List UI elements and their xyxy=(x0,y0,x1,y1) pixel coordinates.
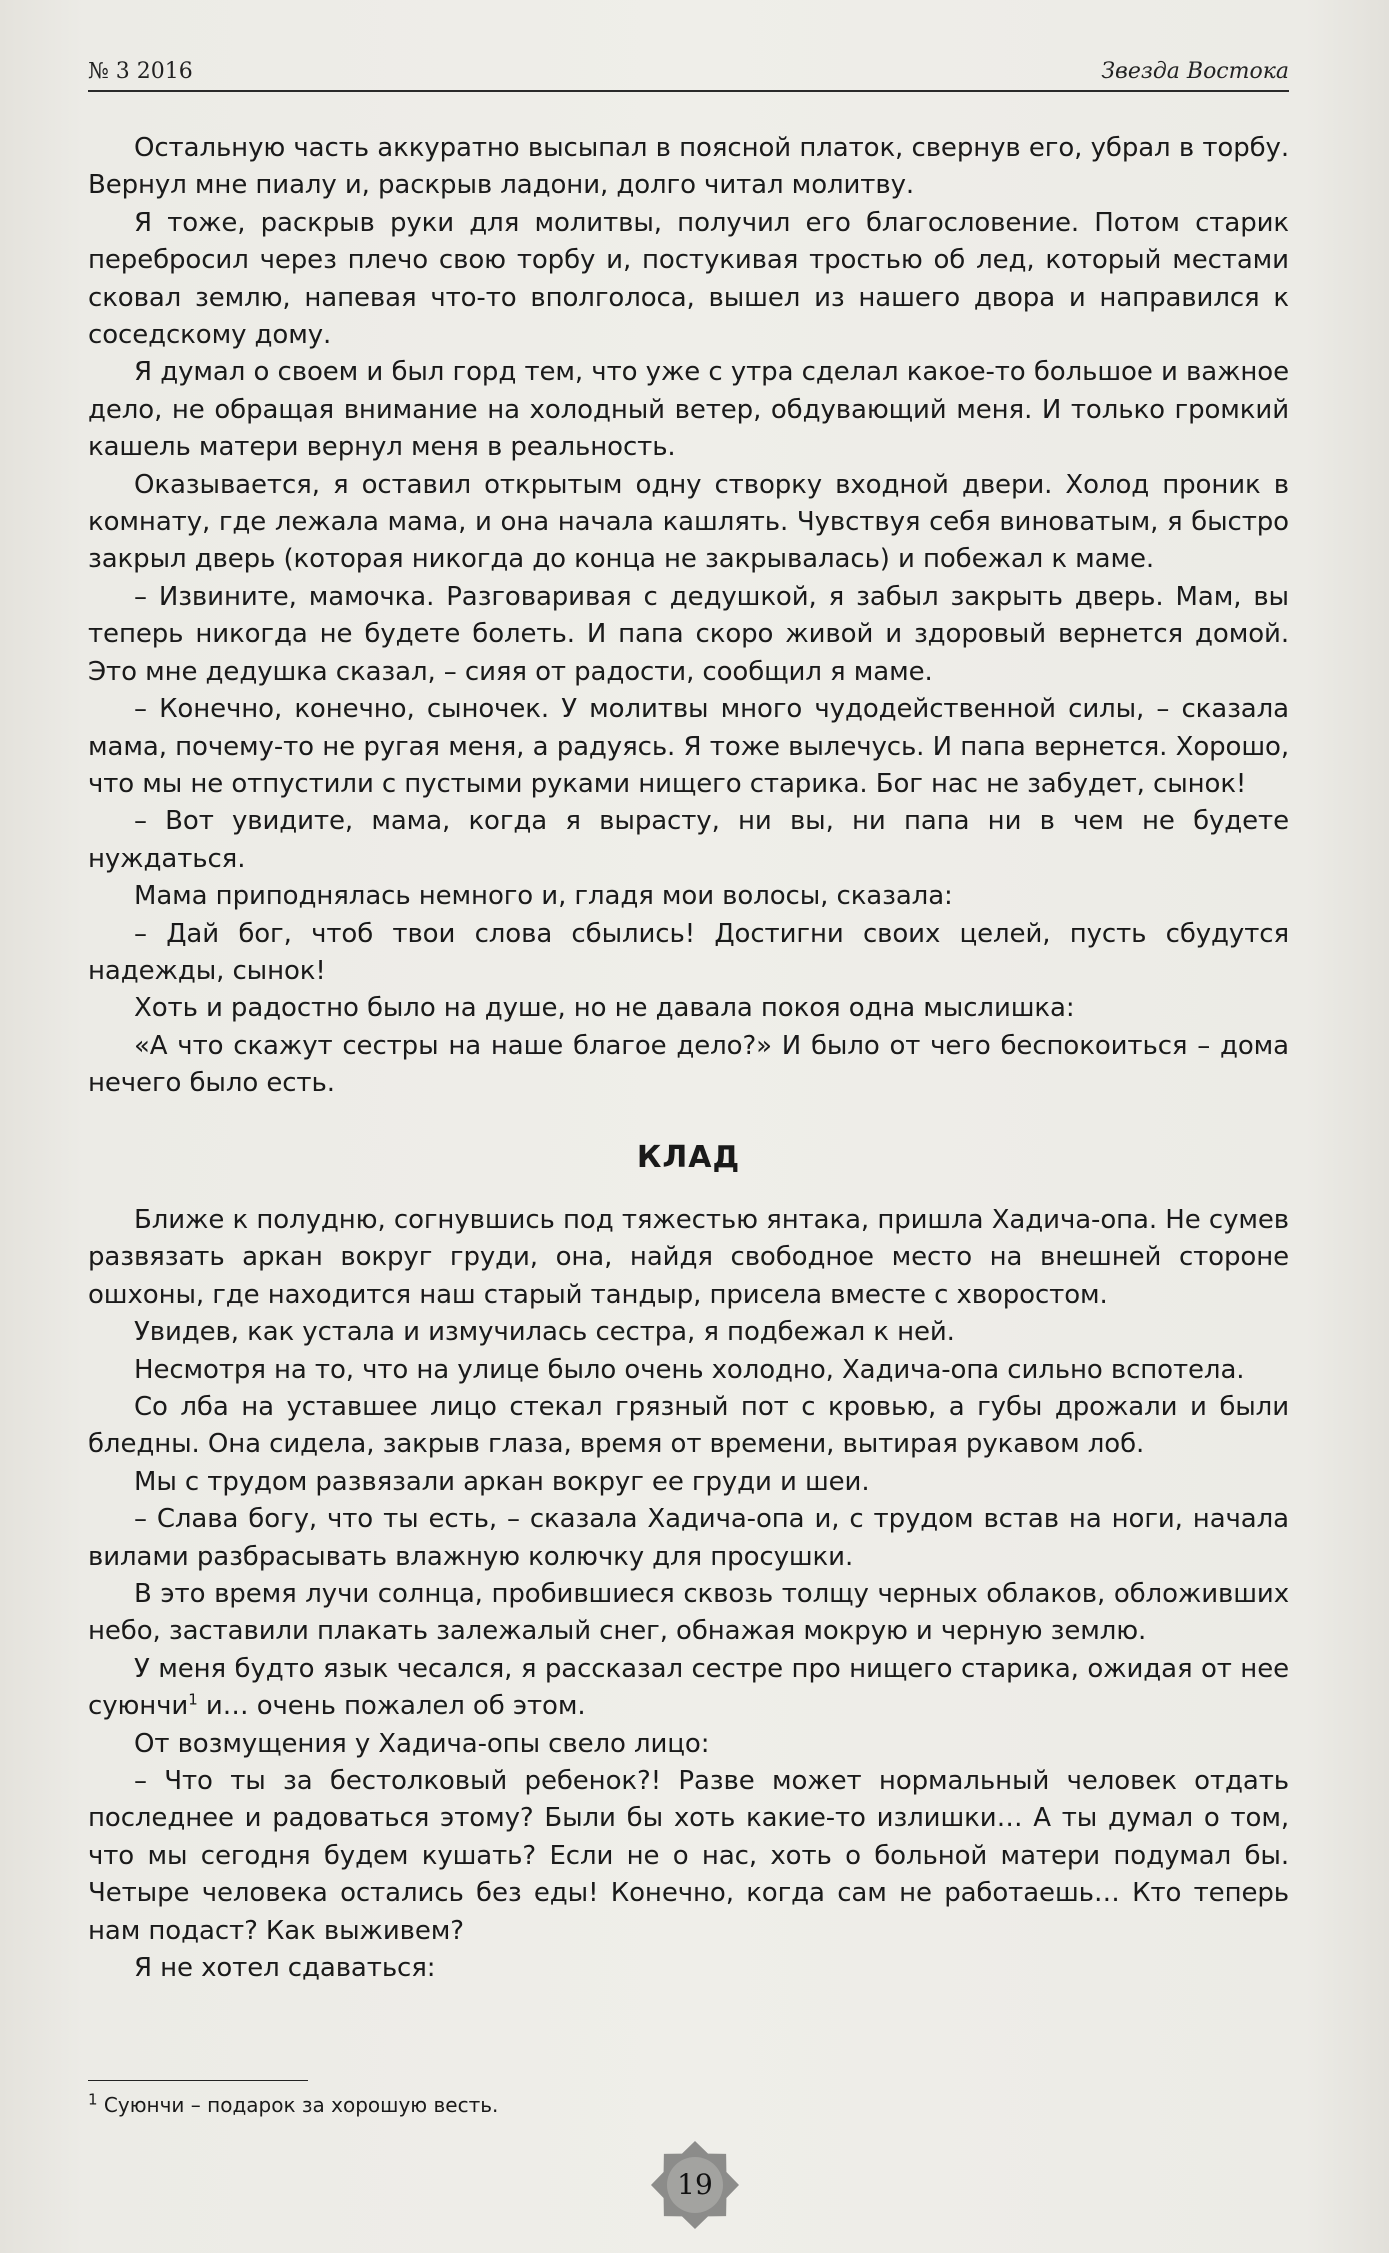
paragraph: Хоть и радостно было на душе, но не давала покоя одна мыслишка: xyxy=(134,993,1075,1024)
paragraph-text: и… очень пожалел об этом. xyxy=(197,1691,586,1722)
paragraph: – Конечно, конечно, сыночек. У молитвы много чудодейственной силы, – сказала мама, почему-то не ругая меня, а радуясь. Я тоже вылечусь. И папа вернется. Хорошо, что мы не отпустили с пустыми руками нищего старика. Бог нас не забудет, сынок! xyxy=(88,694,1289,799)
paragraph: Я тоже, раскрыв руки для молитвы, получил его благословение. Потом старик перебросил через плечо свою торбу и, постукивая тростью об лед, который местами сковал землю, напевая что-то вполголоса, вышел из нашего двора и направился к соседскому дому. xyxy=(88,207,1289,351)
paragraph: Мы с трудом развязали аркан вокруг ее груди и шеи. xyxy=(134,1466,870,1497)
paragraph: Я думал о своем и был горд тем, что уже с утра сделал какое-то большое и важное дело, не обращая внимание на холодный ветер, обдувающий меня. И только громкий кашель матери вернул меня в реальность. xyxy=(88,357,1289,463)
paragraph: В это время лучи солнца, пробившиеся сквозь толщу черных облаков, обложивших небо, заставили плакать залежалый снег, обнажая мокрую и черную землю. xyxy=(88,1579,1289,1647)
page-number: 19 xyxy=(677,2168,713,2201)
paragraph: – Извините, мамочка. Разговаривая с дедушкой, я забыл закрыть дверь. Мам, вы теперь никогда не будете болеть. И папа скоро живой и здоровый вернется домой. Это мне дедушка сказал, – сияя от радости, сообщил я маме. xyxy=(88,581,1289,687)
running-header xyxy=(88,50,1289,92)
paragraph: Я не хотел сдаваться: xyxy=(134,1953,436,1984)
footnote-reference: 1 xyxy=(188,1690,198,1709)
issue-number: № 3 2016 xyxy=(88,59,193,84)
paragraph: Мама приподнялась немного и, гладя мои волосы, сказала: xyxy=(134,881,953,912)
article-body xyxy=(88,130,1289,1988)
footnote-divider xyxy=(88,2080,308,2081)
paragraph-with-footnote xyxy=(88,1651,1289,1726)
footnote xyxy=(88,2092,1188,2118)
paragraph: Несмотря на то, что на улице было очень холодно, Хадича-опа сильно вспотела. xyxy=(134,1354,1245,1385)
section-title: КЛАД xyxy=(636,1139,741,1175)
paragraph: Оказывается, я оставил открытым одну створку входной двери. Холод проник в комнату, где лежала мама, и она начала кашлять. Чувствуя себя виноватым, я быстро закрыл дверь (которая никогда до конца не закрывалась) и побежал к маме. xyxy=(88,469,1289,575)
paragraph-text: У меня будто язык чесался, я рассказал сестре про нищего старика, ожидая от нее суюнчи xyxy=(88,1653,1289,1722)
paragraph: Увидев, как устала и измучилась сестра, я подбежал к ней. xyxy=(134,1317,955,1348)
paragraph: – Вот увидите, мама, когда я вырасту, ни вы, ни папа ни в чем не будете нуждаться. xyxy=(88,806,1289,874)
paragraph: Ближе к полудню, согнувшись под тяжестью янтака, пришла Хадича-опа. Не сумев развязать аркан вокруг груди, она, найдя свободное место на внешней стороне ошхоны, где находится наш старый тандыр, присела вместе с хворостом. xyxy=(88,1204,1289,1310)
paragraph: – Слава богу, что ты есть, – сказала Хадича-опа и, с трудом встав на ноги, начала вилами разбрасывать влажную колючку для просушки. xyxy=(88,1504,1289,1572)
paragraph: Со лба на уставшее лицо стекал грязный пот с кровью, а губы дрожали и были бледны. Она сидела, закрыв глаза, время от времени, вытирая рукавом лоб. xyxy=(88,1392,1289,1460)
page-number-badge xyxy=(650,2140,740,2230)
paragraph: Остальную часть аккуратно высыпал в поясной платок, свернув его, убрал в торбу. Вернул мне пиалу и, раскрыв ладони, долго читал молитву. xyxy=(88,133,1289,201)
journal-title: Звезда Востока xyxy=(1101,59,1289,84)
paragraph: От возмущения у Хадича-опы свело лицо: xyxy=(134,1728,710,1759)
paragraph: «А что скажут сестры на наше благое дело?» И было от чего беспокоиться – дома нечего было есть. xyxy=(88,1030,1289,1099)
paragraph: – Что ты за бестолковый ребенок?! Разве может нормальный человек отдать последнее и радоваться этому? Были бы хоть какие-то излишки… А ты думал о том, что мы сегодня будем кушать? Если не о нас, хоть о больной матери подумал бы. Четыре человека остались без еды! Конечно, когда сам не работаешь… Кто теперь нам подаст? Как выживем? xyxy=(88,1766,1289,1946)
footnote-mark: 1 xyxy=(88,2090,98,2109)
footnote-text: Суюнчи – подарок за хорошую весть. xyxy=(97,2093,499,2117)
paragraph: – Дай бог, чтоб твои слова сбылись! Достигни своих целей, пусть сбудутся надежды, сынок! xyxy=(88,918,1289,986)
